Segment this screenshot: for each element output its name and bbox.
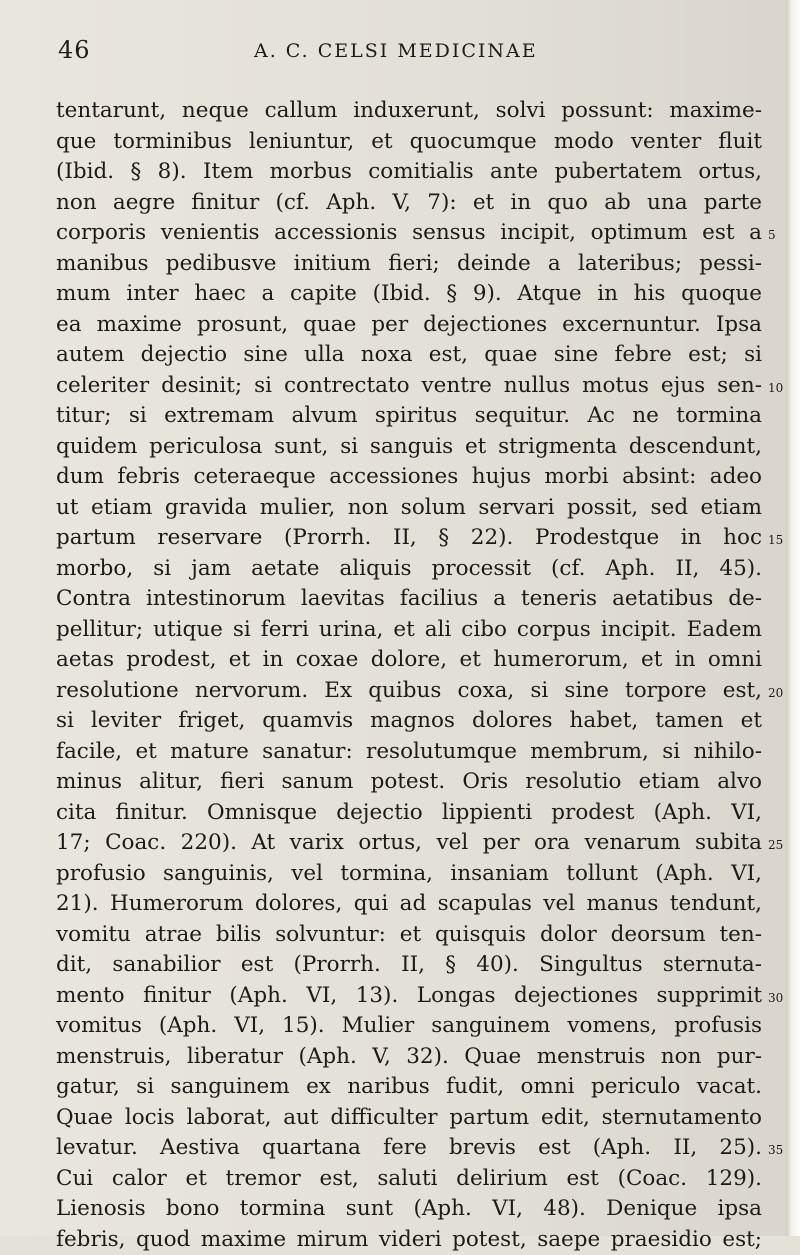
text-line: aetas prodest, et in coxae dolore, et humerorum, et in omni xyxy=(56,645,762,676)
text-line: febris, quod maxime mirum videri potest, saepe praesidio est; xyxy=(56,1225,762,1255)
text-line: manibus pedibusve initium fieri; deinde a lateribus; pessi- xyxy=(56,249,762,280)
text-line: titur; si extremam alvum spiritus sequitur. Ac ne tormina xyxy=(56,401,762,432)
body-text xyxy=(56,96,762,1255)
text-line: 21). Humerorum dolores, qui ad scapulas vel manus tendunt, xyxy=(56,889,762,920)
text-line: non aegre finitur (cf. Aph. V, 7): et in quo ab una parte xyxy=(56,188,762,219)
text-line: Contra intestinorum laevitas facilius a teneris aetatibus de- xyxy=(56,584,762,615)
text-line: vomitus (Aph. VI, 15). Mulier sanguinem vomens, profusis xyxy=(56,1011,762,1042)
text-line: facile, et mature sanatur: resolutumque membrum, si nihilo- xyxy=(56,737,762,768)
text-line: dum febris ceteraeque accessiones hujus morbi absint: adeo xyxy=(56,462,762,493)
text-line: cita finitur. Omnisque dejectio lippienti prodest (Aph. VI, xyxy=(56,798,762,829)
line-marker: 30 xyxy=(768,983,790,1014)
line-marker: 35 xyxy=(768,1135,790,1166)
text-line: autem dejectio sine ulla noxa est, quae sine febre est; si xyxy=(56,340,762,371)
text-line: vomitu atrae bilis solvuntur: et quisquis dolor deorsum ten- xyxy=(56,920,762,951)
text-line: partum reservare (Prorrh. II, § 22). Prodestque in hoc 15 xyxy=(56,523,762,554)
text-line: gatur, si sanguinem ex naribus fudit, omni periculo vacat. xyxy=(56,1072,762,1103)
line-marker: 15 xyxy=(768,525,790,556)
text-line: Quae locis laborat, aut difficulter partum edit, sternutamento xyxy=(56,1103,762,1134)
text-line: tentarunt, neque callum induxerunt, solvi possunt: maxime- xyxy=(56,96,762,127)
text-line: morbo, si jam aetate aliquis processit (cf. Aph. II, 45). xyxy=(56,554,762,585)
text-line: Cui calor et tremor est, saluti delirium est (Coac. 129). xyxy=(56,1164,762,1195)
running-head: A. C. CELSI MEDICINAE xyxy=(254,40,538,62)
text-line: corporis venientis accessionis sensus incipit, optimum est a 5 xyxy=(56,218,762,249)
line-marker: 25 xyxy=(768,830,790,861)
text-line: Lienosis bono tormina sunt (Aph. VI, 48). Denique ipsa xyxy=(56,1194,762,1225)
line-marker: 20 xyxy=(768,678,790,709)
text-line: mum inter haec a capite (Ibid. § 9). Atque in his quoque xyxy=(56,279,762,310)
text-line: si leviter friget, quamvis magnos dolores habet, tamen et xyxy=(56,706,762,737)
text-line: profusio sanguinis, vel tormina, insaniam tollunt (Aph. VI, xyxy=(56,859,762,890)
text-line: que torminibus leniuntur, et quocumque modo venter fluit xyxy=(56,127,762,158)
page-number: 46 xyxy=(58,36,91,64)
text-line: celeriter desinit; si contrectato ventre nullus motus ejus sen- 10 xyxy=(56,371,762,402)
line-marker: 10 xyxy=(768,373,790,404)
text-line: quidem periculosa sunt, si sanguis et strigmenta descendunt, xyxy=(56,432,762,463)
text-line: ea maxime prosunt, quae per dejectiones excernuntur. Ipsa xyxy=(56,310,762,341)
page-header xyxy=(58,36,758,70)
text-line: resolutione nervorum. Ex quibus coxa, si sine torpore est, 20 xyxy=(56,676,762,707)
page-edge xyxy=(786,0,800,1236)
text-line: pellitur; utique si ferri urina, et ali cibo corpus incipit. Eadem xyxy=(56,615,762,646)
text-line: (Ibid. § 8). Item morbus comitialis ante pubertatem ortus, xyxy=(56,157,762,188)
text-line: levatur. Aestiva quartana fere brevis est (Aph. II, 25). 35 xyxy=(56,1133,762,1164)
line-marker: 5 xyxy=(768,220,790,251)
text-line: minus alitur, fieri sanum potest. Oris resolutio etiam alvo xyxy=(56,767,762,798)
text-line: mento finitur (Aph. VI, 13). Longas dejectiones supprimit 30 xyxy=(56,981,762,1012)
text-line: dit, sanabilior est (Prorrh. II, § 40). Singultus sternuta- xyxy=(56,950,762,981)
text-line: 17; Coac. 220). At varix ortus, vel per ora venarum subita 25 xyxy=(56,828,762,859)
text-line: menstruis, liberatur (Aph. V, 32). Quae menstruis non pur- xyxy=(56,1042,762,1073)
text-line: ut etiam gravida mulier, non solum servari possit, sed etiam xyxy=(56,493,762,524)
